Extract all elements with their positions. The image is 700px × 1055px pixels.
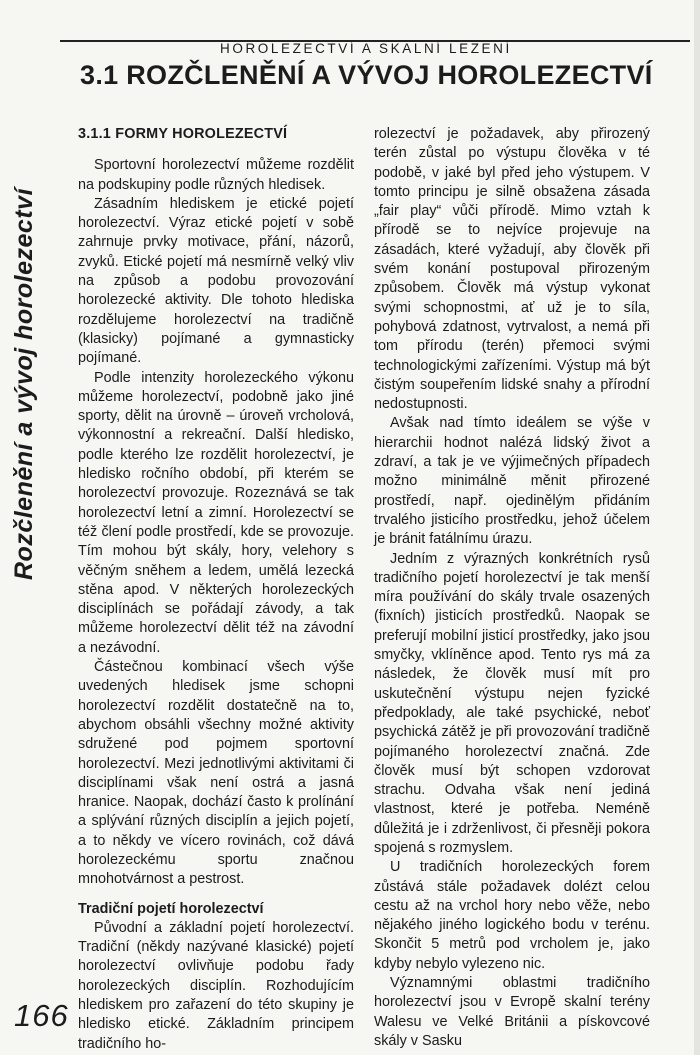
left-column: [78, 125, 354, 1054]
paragraph: Jedním z výrazných konkrétních rysů tradičního pojetí horolezectví je tak menší míra používání do skály trvale osazených (fixních) jisticích prostředků. Naopak se preferují mobilní jisticí prostředky, jako jsou smyčky, vklíněnce apod. Tento rys má za následek, že člověk musí mít pro uskutečnění výstupu nejen fyzické předpoklady, ale také psychické, neboť psychická zátěž je při provozování tradičně pojímaného horolezectví značná. Zde člověk musí být schopen vzdorovat strachu. Odvaha však není jediná vlastnost, které je potřeba. Neméně důležitá je i zdrženlivost, či přesněji pokora spojená s rozmyslem.: [374, 550, 650, 856]
page-edge: [694, 0, 700, 1055]
section-heading: 3.1.1 FORMY HOROLEZECTVÍ: [78, 126, 288, 142]
chapter-title: 3.1 ROZČLENĚNÍ A VÝVOJ HOROLEZECTVÍ: [80, 60, 653, 90]
paragraph: Zásadním hlediskem je etické pojetí horolezectví. Výraz etické pojetí v sobě zahrnuje prvky motivace, přání, názorů, zvyků. Etické pojetí má nesmírně velký vliv na způsob a podobu provozování horolezecké aktivity. Dle tohoto hlediska rozdělujeme horolezectví na tradičně (klasicky) pojímané a gymnasticky pojímané.: [78, 195, 354, 367]
paragraph: U tradičních horolezeckých forem zůstává stále požadavek dolézt celou cestu až na vrchol hory nebo věže, nebo nějakého jiného logického bodu v terénu. Skončit 5 metrů pod vrcholem je, jako kdyby nebylo vylezeno nic.: [374, 859, 650, 972]
side-title: Rozčlenění a vývoj horolezectví: [10, 187, 38, 580]
paragraph: Podle intenzity horolezeckého výkonu můžeme horolezectví, podobně jako jiné sporty, dělit na úrovně – úroveň vrcholová, výkonnostní a rekreační. Další hledisko, podle kterého lze rozdělit horolezectví, je hledisko ročního období, při kterém se horolezectví provozuje. Rozeznává se tak horolezectví letní a zimní. Horolezectví se též člení podle prostředí, kde se provozuje. Tím mohou být skály, hory, velehory s věčným sněhem a ledem, umělá lezecká stěna apod. V některých horolezeckých disciplínách se pořádají závody, a tak můžeme horolezectví dělit též na závodní a nezávodní.: [78, 369, 354, 656]
right-column: [374, 125, 650, 1051]
paragraph: Avšak nad tímto ideálem se výše v hierarchii hodnot nalézá lidský život a zdraví, a tak je ve výjimečných případech možno minimálně měnit přirozené prostředí, např. ojedinělým přidáním trvalého jisticího prostředku, jehož účelem je bránit fatálnímu úrazu.: [374, 415, 650, 548]
paragraph: Původní a základní pojetí horolezectví. Tradiční (někdy nazývané klasické) pojetí horolezectví ovlivňuje podobu řady horolezeckých disciplín. Rozhodujícím hlediskem pro zařazení do této skupiny je hledisko etické. Základním principem tradičního ho-: [78, 919, 354, 1052]
page-number: 166: [14, 998, 69, 1033]
paragraph: Částečnou kombinací všech výše uvedených hledisek jsme schopni horolezectví rozdělit dostatečně na to, abychom obsáhli všechny možné aktivity sdružené pod pojmem sportovní horolezectví. Mezi jednotlivými aktivitami či disciplínami však není ostrá a jasná hranice. Naopak, dochází často k prolínání a splývání různých disciplín a jejich pojetí, a to někdy ve vícero rovinách, což dává horolezeckému sportu značnou mnohotvárnost a pestrost.: [78, 659, 354, 888]
paragraph: Významnými oblastmi tradičního horolezectví jsou v Evropě skalní terény Walesu ve Velké Británii a pískovcové skály v Sasku: [374, 975, 650, 1049]
running-head: HOROLEZECTVÍ A SKALNÍ LEZENÍ: [220, 41, 512, 56]
paragraph: rolezectví je požadavek, aby přirozený terén zůstal po výstupu člověka v té podobě, v jaké byl před jeho výstupem. V tomto principu je silně obsažena zásada „fair play“ vůči přírodě. Mimo vztah k přírodě se to nejvíce projevuje na zásadách, které vyžadují, aby člověk při svém konání postupoval přirozeným způsobem. Člověk má výstup vykonat svými schopnostmi, ať už je to síla, pohybová zdatnost, vytrvalost, a nemá při tom přírodu (terén) přemoci svými technologickými zařízeními. Výstup má být čistým soupeřením lidské snahy a přírodní nedostupnosti.: [374, 126, 650, 413]
subheading: Tradiční pojetí horolezectví: [78, 900, 264, 917]
paragraph: Sportovní horolezectví můžeme rozdělit na podskupiny podle různých hledisek.: [78, 157, 354, 193]
